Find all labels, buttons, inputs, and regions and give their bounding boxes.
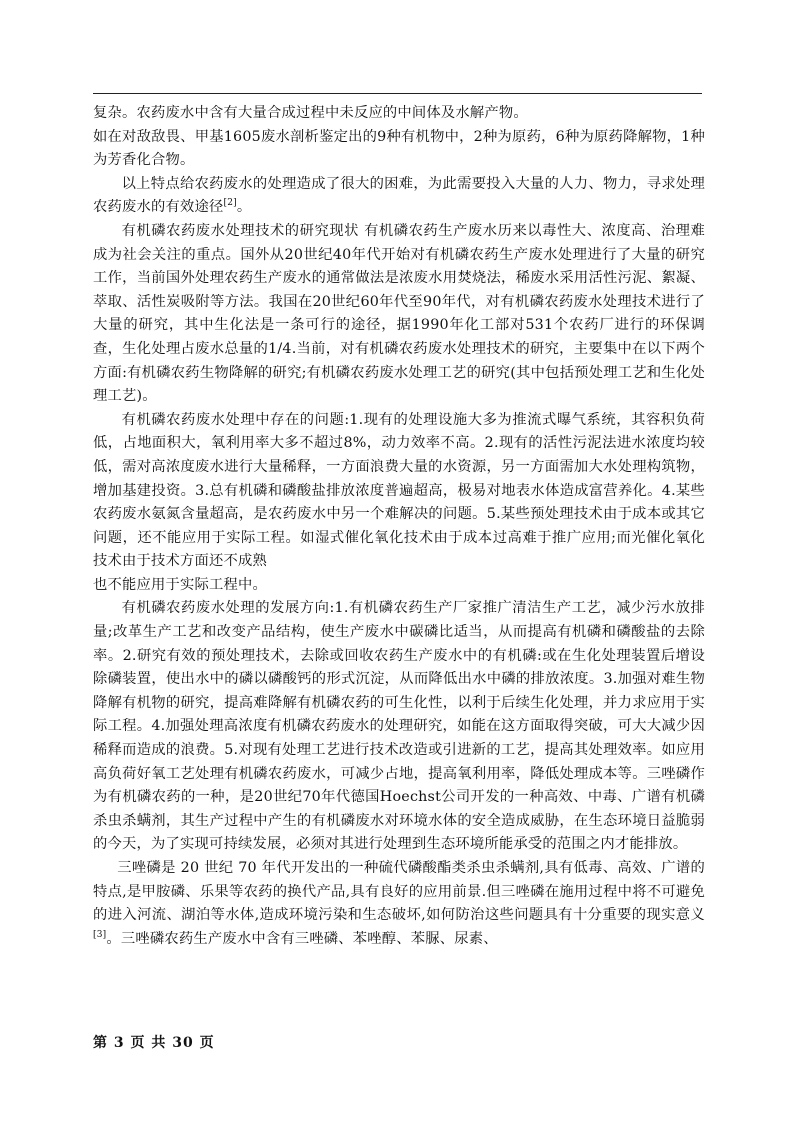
paragraph-3: 有机磷农药废水处理技术的研究现状 有机磷农药生产废水历来以毒性大、浓度高、治理难成为社会关注的重点。国外从20世纪40年代开始对有机磷农药生产废水处理进行了大量的研究工作，当前国外处理农药生产废水的通常做法是浓废水用焚烧法，稀废水采用活性污泥、絮凝、萃取、活性炭吸附等方法。我国在20世纪60年代至90年代，对有机磷农药废水处理技术进行了大量的研究，其中生化法是一条可行的途径，据1990年化工部对531个农药厂进行的环保调查，生化处理占废水总量的1/4.当前，对有机磷农药废水处理技术的研究，主要集中在以下两个方面:有机磷农药生物降解的研究;有机磷农药废水处理工艺的研究(其中包括预处理工艺和生化处理工艺)。 [93,222,705,405]
paragraph-2 [93,173,705,220]
citation-2: [2] [223,198,237,209]
paragraph-1: 如在对敌敌畏、甲基1605废水剖析鉴定出的9种有机物中，2种为原药，6种为原药降解物，1种为芳香化合物。 [93,128,705,169]
paragraph-5: 有机磷农药废水处理的发展方向:1.有机磷农药生产厂家推广清洁生产工艺，减少污水放排量;改革生产工艺和改变产品结构，使生产废水中碳磷比适当，从而提高有机磷和磷酸盐的去除率。2.研究有效的预处理技术，去除或回收农药生产废水中的有机磷:或在生化处理装置后增设除磷装置，使出水中的磷以磷酸钙的形式沉淀，从而降低出水中磷的排放浓度。3.加强对难生物降解有机物的研究，提高难降解有机磷农药的可生化性，以利于后续生化处理，并力求应用于实际工程。4.加强处理高浓度有机磷农药废水的处理研究，如能在这方面取得突破，可大大减少因稀释而造成的浪费。5.对现有处理工艺进行技术改造或引进新的工艺，提高其处理效率。如应用高负荷好氧工艺处理有机磷农药废水，可减少占地，提高氧利用率，降低处理成本等。三唑磷作为有机磷农药的一种，是20世纪70年代德国Hoechst公司开发的一种高效、中毒、广谱有机磷杀虫杀螨剂，其生产过程中产生的有机磷废水对环境水体的安全造成威胁，在生态环境日益脆弱的今天，为了实现可持续发展，必须对其进行处理到生态环境所能承受的范围之内才能排放。 [93,600,705,853]
paragraph-4-continued: 也不能应用于实际工程中。 [93,576,267,593]
paragraph-6-end: 。三唑磷农药生产废水中含有三唑磷、苯唑醇、苯脲、尿素、 [106,930,498,947]
paragraph-0: 复杂。农药废水中含有大量合成过程中未反应的中间体及水解产物。 [93,105,528,121]
document-body [93,102,705,951]
page-number: 第 3 页 共 30 页 [93,1035,215,1051]
header-rule [93,93,702,94]
citation-3: [3] [93,930,107,941]
paragraph-2-end: 。 [236,199,252,216]
paragraph-4: 有机磷农药废水处理中存在的问题:1.现有的处理设施大多为推流式曝气系统，其容积负荷低，占地面积大，氧利用率大多不超过8%，动力效率不高。2.现有的活性污泥法进水浓度均较低，需对高浓度废水进行大量稀释，一方面浪费大量的水资源，另一方面需加大水处理构筑物，增加基建投资。3.总有机磷和磷酸盐排放浓度普遍超高，极易对地表水体造成富营养化。4.某些农药废水氨氮含量超高，是农药废水中另一个难解决的问题。5.某些预处理技术由于成本或其它问题，还不能应用于实际工程。如湿式催化氧化技术由于成本过高难于推广应用;而光催化氧化技术由于技术方面还不成熟 [93,411,705,570]
paragraph-2-text: 以上特点给农药废水的处理造成了很大的困难，为此需要投入大量的人力、物力，寻求处理农药废水的有效途径 [93,175,705,216]
paragraph-6-text: 三唑磷是 20 世纪 70 年代开发出的一种硫代磷酸酯类杀虫杀螨剂,具有低毒、高效、广谱的特点,是甲胺磷、乐果等农药的换代产品,具有良好的应用前景.但三唑磷在施用过程中将不可避免的进入河流、湖泊等水体,造成环境污染和生态破坏,如何防治这些问题具有十分重要的现实意义 [93,860,705,924]
paragraph-6 [93,857,705,951]
